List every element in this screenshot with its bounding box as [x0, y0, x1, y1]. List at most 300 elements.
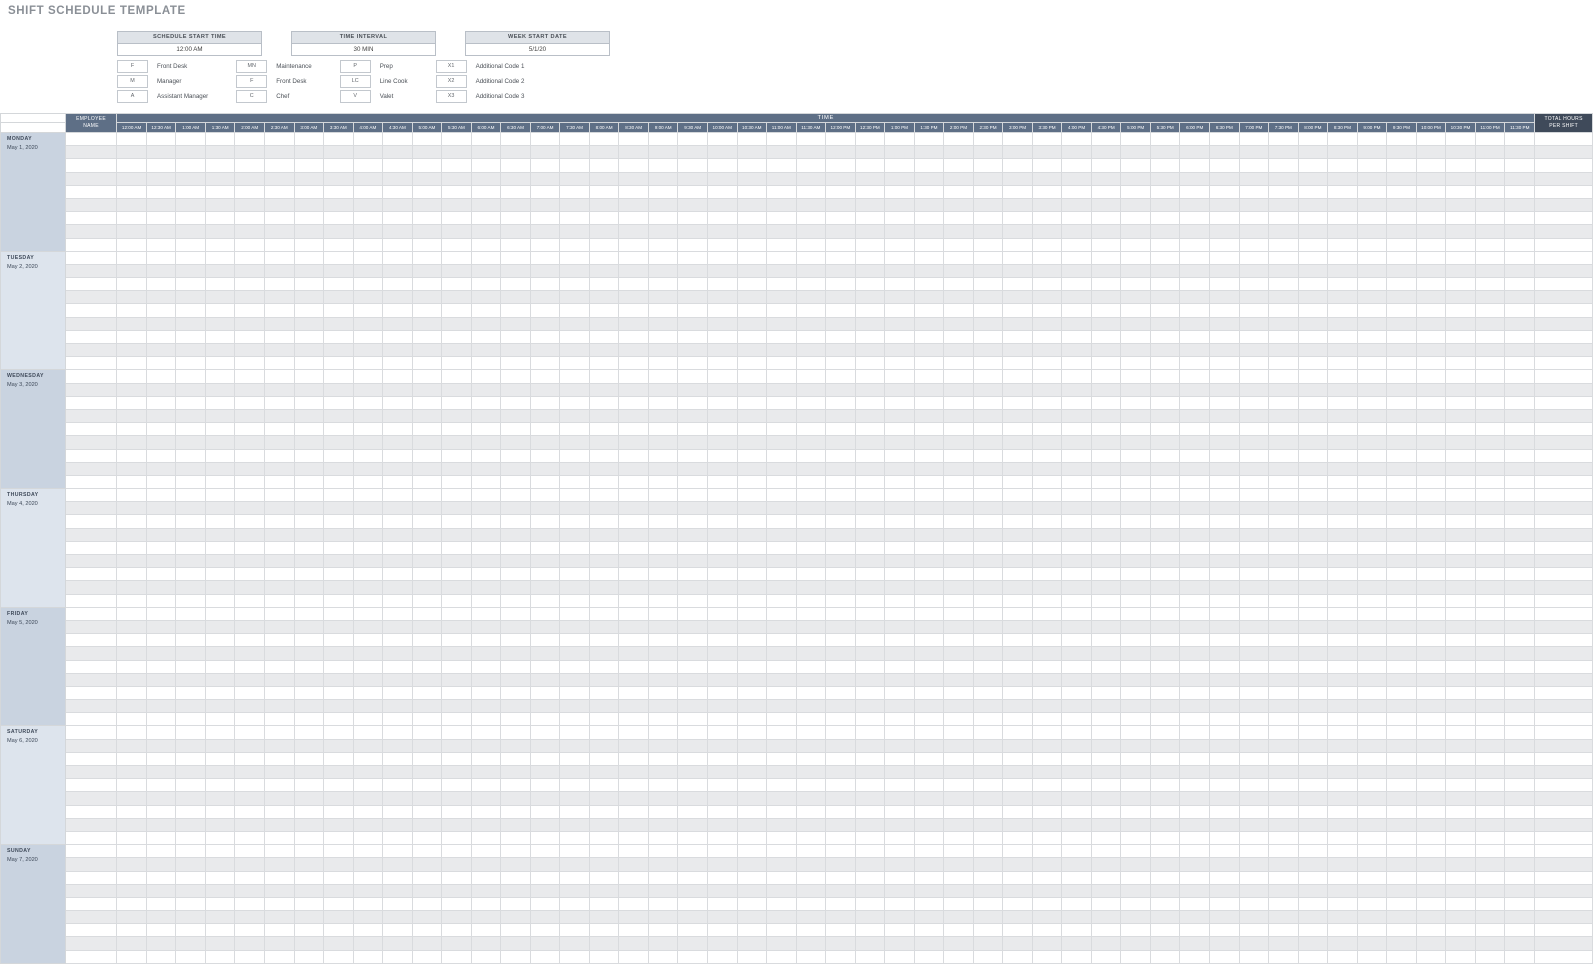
shift-cell[interactable] [442, 449, 472, 462]
shift-cell[interactable] [1062, 502, 1092, 515]
shift-cell[interactable] [707, 396, 737, 409]
shift-cell[interactable] [1298, 713, 1328, 726]
shift-cell[interactable] [1387, 686, 1417, 699]
shift-cell[interactable] [973, 212, 1003, 225]
shift-cell[interactable] [442, 858, 472, 871]
schedule-row[interactable] [1, 317, 1593, 330]
shift-cell[interactable] [1475, 475, 1505, 488]
shift-cell[interactable] [353, 858, 383, 871]
shift-cell[interactable] [501, 278, 531, 291]
shift-cell[interactable] [1269, 528, 1299, 541]
shift-cell[interactable] [1239, 924, 1269, 937]
shift-cell[interactable] [205, 686, 235, 699]
shift-cell[interactable] [1210, 647, 1240, 660]
shift-cell[interactable] [1091, 475, 1121, 488]
shift-cell[interactable] [1446, 884, 1476, 897]
shift-cell[interactable] [973, 647, 1003, 660]
shift-cell[interactable] [737, 370, 767, 383]
shift-cell[interactable] [146, 766, 176, 779]
shift-cell[interactable] [1062, 739, 1092, 752]
shift-cell[interactable] [353, 686, 383, 699]
shift-cell[interactable] [235, 686, 265, 699]
shift-cell[interactable] [589, 489, 619, 502]
shift-cell[interactable] [1387, 396, 1417, 409]
shift-cell[interactable] [560, 686, 590, 699]
shift-cell[interactable] [737, 831, 767, 844]
shift-cell[interactable] [707, 779, 737, 792]
shift-cell[interactable] [1269, 726, 1299, 739]
shift-cell[interactable] [324, 634, 354, 647]
shift-cell[interactable] [1269, 344, 1299, 357]
shift-cell[interactable] [796, 370, 826, 383]
shift-cell[interactable] [855, 594, 885, 607]
shift-cell[interactable] [442, 436, 472, 449]
shift-cell[interactable] [1062, 489, 1092, 502]
shift-cell[interactable] [146, 423, 176, 436]
shift-cell[interactable] [1416, 937, 1446, 950]
shift-cell[interactable] [1298, 884, 1328, 897]
shift-cell[interactable] [1121, 884, 1151, 897]
employee-name-cell[interactable] [65, 515, 117, 528]
shift-cell[interactable] [1475, 304, 1505, 317]
shift-cell[interactable] [826, 212, 856, 225]
shift-cell[interactable] [914, 264, 944, 277]
schedule-row[interactable] [1, 686, 1593, 699]
shift-cell[interactable] [1121, 330, 1151, 343]
shift-cell[interactable] [707, 713, 737, 726]
total-hours-cell[interactable] [1535, 792, 1593, 805]
shift-cell[interactable] [796, 489, 826, 502]
shift-cell[interactable] [589, 291, 619, 304]
shift-cell[interactable] [412, 594, 442, 607]
shift-cell[interactable] [1298, 449, 1328, 462]
shift-cell[interactable] [471, 686, 501, 699]
shift-cell[interactable] [855, 251, 885, 264]
shift-cell[interactable] [678, 713, 708, 726]
shift-cell[interactable] [530, 607, 560, 620]
shift-cell[interactable] [1328, 212, 1358, 225]
shift-cell[interactable] [1210, 264, 1240, 277]
shift-cell[interactable] [973, 528, 1003, 541]
shift-cell[interactable] [737, 409, 767, 422]
shift-cell[interactable] [1298, 792, 1328, 805]
shift-cell[interactable] [1180, 238, 1210, 251]
shift-cell[interactable] [1210, 541, 1240, 554]
shift-cell[interactable] [1269, 620, 1299, 633]
shift-cell[interactable] [1121, 409, 1151, 422]
shift-cell[interactable] [1091, 304, 1121, 317]
shift-cell[interactable] [1387, 541, 1417, 554]
shift-cell[interactable] [560, 647, 590, 660]
shift-cell[interactable] [1091, 634, 1121, 647]
shift-cell[interactable] [944, 225, 974, 238]
shift-cell[interactable] [648, 924, 678, 937]
shift-cell[interactable] [1210, 436, 1240, 449]
shift-cell[interactable] [117, 198, 147, 211]
shift-cell[interactable] [324, 568, 354, 581]
shift-cell[interactable] [530, 462, 560, 475]
shift-cell[interactable] [885, 238, 915, 251]
shift-cell[interactable] [944, 607, 974, 620]
employee-name-cell[interactable] [65, 172, 117, 185]
shift-cell[interactable] [265, 146, 295, 159]
employee-name-cell[interactable] [65, 409, 117, 422]
shift-cell[interactable] [1210, 950, 1240, 963]
shift-cell[interactable] [1328, 700, 1358, 713]
shift-cell[interactable] [471, 185, 501, 198]
total-hours-cell[interactable] [1535, 713, 1593, 726]
shift-cell[interactable] [707, 344, 737, 357]
shift-cell[interactable] [1210, 568, 1240, 581]
shift-cell[interactable] [1239, 436, 1269, 449]
shift-cell[interactable] [944, 396, 974, 409]
shift-cell[interactable] [1180, 423, 1210, 436]
shift-cell[interactable] [1121, 871, 1151, 884]
shift-cell[interactable] [855, 647, 885, 660]
shift-cell[interactable] [176, 159, 206, 172]
shift-cell[interactable] [324, 541, 354, 554]
shift-cell[interactable] [353, 594, 383, 607]
shift-cell[interactable] [205, 225, 235, 238]
shift-cell[interactable] [265, 462, 295, 475]
shift-cell[interactable] [412, 634, 442, 647]
employee-name-cell[interactable] [65, 673, 117, 686]
shift-cell[interactable] [1446, 304, 1476, 317]
shift-cell[interactable] [1032, 212, 1062, 225]
shift-cell[interactable] [265, 620, 295, 633]
shift-cell[interactable] [944, 185, 974, 198]
shift-cell[interactable] [1269, 317, 1299, 330]
shift-cell[interactable] [1416, 950, 1446, 963]
shift-cell[interactable] [678, 383, 708, 396]
shift-cell[interactable] [885, 779, 915, 792]
shift-cell[interactable] [1387, 383, 1417, 396]
shift-cell[interactable] [737, 950, 767, 963]
shift-cell[interactable] [1328, 172, 1358, 185]
shift-cell[interactable] [1387, 818, 1417, 831]
shift-cell[interactable] [1387, 752, 1417, 765]
schedule-row[interactable] [1, 344, 1593, 357]
shift-cell[interactable] [1416, 792, 1446, 805]
shift-cell[interactable] [442, 594, 472, 607]
shift-cell[interactable] [973, 383, 1003, 396]
shift-cell[interactable] [294, 423, 324, 436]
shift-cell[interactable] [826, 766, 856, 779]
shift-cell[interactable] [1003, 146, 1033, 159]
shift-cell[interactable] [353, 396, 383, 409]
shift-cell[interactable] [1269, 752, 1299, 765]
total-hours-cell[interactable] [1535, 185, 1593, 198]
shift-cell[interactable] [1269, 660, 1299, 673]
shift-cell[interactable] [914, 528, 944, 541]
shift-cell[interactable] [205, 620, 235, 633]
shift-cell[interactable] [560, 396, 590, 409]
shift-cell[interactable] [1269, 172, 1299, 185]
shift-cell[interactable] [412, 555, 442, 568]
shift-cell[interactable] [885, 449, 915, 462]
shift-cell[interactable] [265, 409, 295, 422]
shift-cell[interactable] [1269, 845, 1299, 858]
shift-cell[interactable] [796, 673, 826, 686]
shift-cell[interactable] [826, 858, 856, 871]
shift-cell[interactable] [589, 792, 619, 805]
shift-cell[interactable] [383, 238, 413, 251]
shift-cell[interactable] [1210, 726, 1240, 739]
shift-cell[interactable] [648, 409, 678, 422]
shift-cell[interactable] [1032, 831, 1062, 844]
shift-cell[interactable] [1505, 172, 1535, 185]
shift-cell[interactable] [944, 502, 974, 515]
shift-cell[interactable] [589, 726, 619, 739]
shift-cell[interactable] [1180, 568, 1210, 581]
shift-cell[interactable] [560, 713, 590, 726]
shift-cell[interactable] [1505, 871, 1535, 884]
shift-cell[interactable] [1475, 159, 1505, 172]
shift-cell[interactable] [1210, 198, 1240, 211]
shift-cell[interactable] [412, 383, 442, 396]
shift-cell[interactable] [471, 555, 501, 568]
shift-cell[interactable] [1357, 713, 1387, 726]
shift-cell[interactable] [530, 541, 560, 554]
shift-cell[interactable] [353, 581, 383, 594]
shift-cell[interactable] [1416, 620, 1446, 633]
schedule-row[interactable] [1, 950, 1593, 963]
shift-cell[interactable] [1239, 686, 1269, 699]
shift-cell[interactable] [442, 133, 472, 146]
shift-cell[interactable] [1003, 818, 1033, 831]
shift-cell[interactable] [1180, 818, 1210, 831]
total-hours-cell[interactable] [1535, 858, 1593, 871]
shift-cell[interactable] [560, 133, 590, 146]
employee-name-cell[interactable] [65, 805, 117, 818]
shift-cell[interactable] [1446, 475, 1476, 488]
shift-cell[interactable] [205, 541, 235, 554]
shift-cell[interactable] [1091, 146, 1121, 159]
employee-name-cell[interactable] [65, 330, 117, 343]
shift-cell[interactable] [1328, 251, 1358, 264]
shift-cell[interactable] [294, 304, 324, 317]
shift-cell[interactable] [1269, 541, 1299, 554]
shift-cell[interactable] [826, 726, 856, 739]
shift-cell[interactable] [501, 752, 531, 765]
shift-cell[interactable] [1416, 330, 1446, 343]
shift-cell[interactable] [294, 871, 324, 884]
shift-cell[interactable] [117, 383, 147, 396]
shift-cell[interactable] [501, 713, 531, 726]
shift-cell[interactable] [501, 370, 531, 383]
shift-cell[interactable] [1121, 924, 1151, 937]
shift-cell[interactable] [205, 370, 235, 383]
shift-cell[interactable] [265, 871, 295, 884]
shift-cell[interactable] [767, 581, 797, 594]
shift-cell[interactable] [442, 620, 472, 633]
shift-cell[interactable] [1328, 528, 1358, 541]
shift-cell[interactable] [796, 409, 826, 422]
shift-cell[interactable] [1357, 845, 1387, 858]
shift-cell[interactable] [1446, 436, 1476, 449]
shift-cell[interactable] [648, 739, 678, 752]
shift-cell[interactable] [914, 409, 944, 422]
shift-cell[interactable] [619, 225, 649, 238]
shift-cell[interactable] [205, 752, 235, 765]
shift-cell[interactable] [826, 185, 856, 198]
shift-cell[interactable] [383, 713, 413, 726]
shift-cell[interactable] [1328, 950, 1358, 963]
schedule-row[interactable] [1, 238, 1593, 251]
shift-cell[interactable] [530, 278, 560, 291]
shift-cell[interactable] [530, 409, 560, 422]
shift-cell[interactable] [944, 568, 974, 581]
total-hours-cell[interactable] [1535, 924, 1593, 937]
schedule-row[interactable] [1, 871, 1593, 884]
shift-cell[interactable] [678, 739, 708, 752]
shift-cell[interactable] [442, 568, 472, 581]
shift-cell[interactable] [1475, 344, 1505, 357]
total-hours-cell[interactable] [1535, 726, 1593, 739]
shift-cell[interactable] [1150, 198, 1180, 211]
shift-cell[interactable] [1062, 541, 1092, 554]
shift-cell[interactable] [265, 502, 295, 515]
shift-cell[interactable] [383, 462, 413, 475]
employee-name-cell[interactable] [65, 291, 117, 304]
schedule-row[interactable] [1, 805, 1593, 818]
shift-cell[interactable] [648, 858, 678, 871]
shift-cell[interactable] [885, 950, 915, 963]
shift-cell[interactable] [530, 581, 560, 594]
shift-cell[interactable] [294, 581, 324, 594]
shift-cell[interactable] [1475, 462, 1505, 475]
shift-cell[interactable] [471, 831, 501, 844]
shift-cell[interactable] [678, 225, 708, 238]
shift-cell[interactable] [885, 845, 915, 858]
shift-cell[interactable] [737, 198, 767, 211]
shift-cell[interactable] [589, 436, 619, 449]
shift-cell[interactable] [1210, 475, 1240, 488]
shift-cell[interactable] [737, 489, 767, 502]
shift-cell[interactable] [353, 779, 383, 792]
schedule-row[interactable] [1, 383, 1593, 396]
shift-cell[interactable] [294, 700, 324, 713]
shift-cell[interactable] [235, 264, 265, 277]
shift-cell[interactable] [1032, 528, 1062, 541]
shift-cell[interactable] [1475, 383, 1505, 396]
shift-cell[interactable] [648, 159, 678, 172]
shift-cell[interactable] [1150, 845, 1180, 858]
shift-cell[interactable] [235, 568, 265, 581]
shift-cell[interactable] [205, 568, 235, 581]
shift-cell[interactable] [1446, 647, 1476, 660]
shift-cell[interactable] [678, 884, 708, 897]
shift-cell[interactable] [1032, 924, 1062, 937]
shift-cell[interactable] [324, 858, 354, 871]
shift-cell[interactable] [176, 541, 206, 554]
shift-cell[interactable] [885, 818, 915, 831]
shift-cell[interactable] [117, 752, 147, 765]
shift-cell[interactable] [176, 805, 206, 818]
shift-cell[interactable] [737, 423, 767, 436]
shift-cell[interactable] [471, 871, 501, 884]
employee-name-cell[interactable] [65, 831, 117, 844]
total-hours-cell[interactable] [1535, 396, 1593, 409]
shift-cell[interactable] [1091, 950, 1121, 963]
shift-cell[interactable] [383, 212, 413, 225]
shift-cell[interactable] [1239, 133, 1269, 146]
shift-cell[interactable] [1328, 278, 1358, 291]
schedule-row[interactable] [1, 502, 1593, 515]
shift-cell[interactable] [1062, 897, 1092, 910]
shift-cell[interactable] [1032, 726, 1062, 739]
shift-cell[interactable] [265, 449, 295, 462]
shift-cell[interactable] [530, 792, 560, 805]
shift-cell[interactable] [117, 475, 147, 488]
shift-cell[interactable] [176, 779, 206, 792]
shift-cell[interactable] [1387, 594, 1417, 607]
total-hours-cell[interactable] [1535, 475, 1593, 488]
shift-cell[interactable] [707, 568, 737, 581]
shift-cell[interactable] [1150, 278, 1180, 291]
shift-cell[interactable] [294, 818, 324, 831]
shift-cell[interactable] [1003, 739, 1033, 752]
shift-cell[interactable] [1269, 238, 1299, 251]
shift-cell[interactable] [176, 607, 206, 620]
shift-cell[interactable] [914, 185, 944, 198]
shift-cell[interactable] [1328, 146, 1358, 159]
schedule-row[interactable] [1, 264, 1593, 277]
shift-cell[interactable] [1387, 700, 1417, 713]
shift-cell[interactable] [412, 304, 442, 317]
total-hours-cell[interactable] [1535, 686, 1593, 699]
shift-cell[interactable] [796, 304, 826, 317]
shift-cell[interactable] [1387, 133, 1417, 146]
shift-cell[interactable] [471, 766, 501, 779]
shift-cell[interactable] [176, 673, 206, 686]
shift-cell[interactable] [737, 779, 767, 792]
shift-cell[interactable] [1357, 647, 1387, 660]
shift-cell[interactable] [826, 673, 856, 686]
shift-cell[interactable] [176, 845, 206, 858]
shift-cell[interactable] [205, 660, 235, 673]
shift-cell[interactable] [914, 489, 944, 502]
shift-cell[interactable] [1416, 159, 1446, 172]
shift-cell[interactable] [855, 686, 885, 699]
shift-cell[interactable] [294, 924, 324, 937]
shift-cell[interactable] [589, 831, 619, 844]
shift-cell[interactable] [1091, 792, 1121, 805]
shift-cell[interactable] [412, 251, 442, 264]
shift-cell[interactable] [1298, 383, 1328, 396]
shift-cell[interactable] [1239, 304, 1269, 317]
shift-cell[interactable] [1121, 238, 1151, 251]
shift-cell[interactable] [1298, 871, 1328, 884]
shift-cell[interactable] [383, 660, 413, 673]
schedule-row[interactable] [1, 818, 1593, 831]
shift-cell[interactable] [471, 924, 501, 937]
shift-cell[interactable] [294, 647, 324, 660]
shift-cell[interactable] [1150, 475, 1180, 488]
shift-cell[interactable] [826, 462, 856, 475]
shift-cell[interactable] [412, 357, 442, 370]
shift-cell[interactable] [530, 752, 560, 765]
shift-cell[interactable] [1121, 212, 1151, 225]
shift-cell[interactable] [885, 620, 915, 633]
shift-cell[interactable] [1269, 251, 1299, 264]
shift-cell[interactable] [294, 436, 324, 449]
shift-cell[interactable] [412, 146, 442, 159]
shift-cell[interactable] [265, 555, 295, 568]
shift-cell[interactable] [1121, 647, 1151, 660]
shift-cell[interactable] [176, 555, 206, 568]
shift-cell[interactable] [885, 568, 915, 581]
